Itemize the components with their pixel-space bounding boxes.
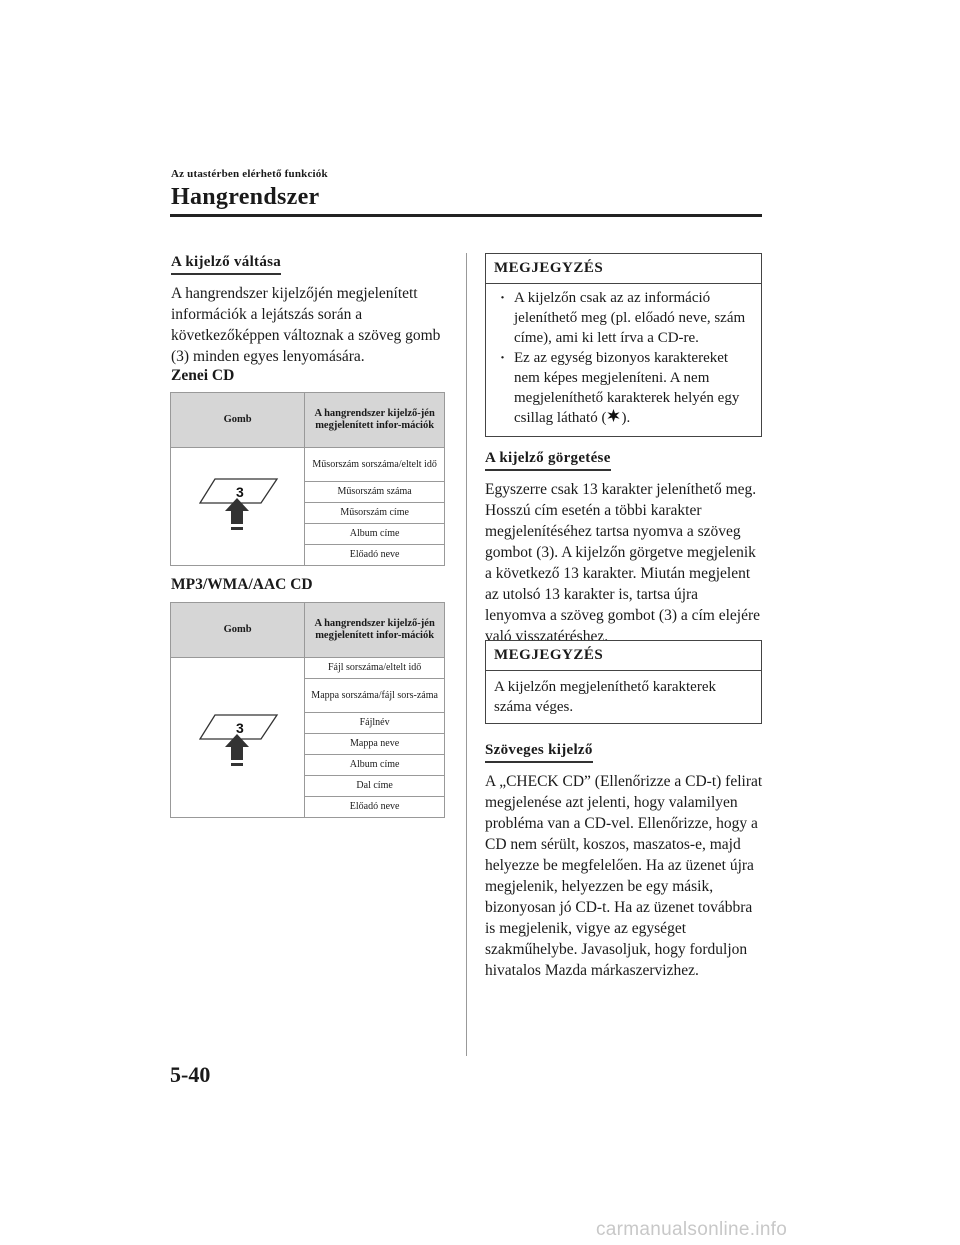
- breadcrumb: Az utastérben elérhető funkciók: [171, 168, 328, 180]
- list-item: Mappa neve: [305, 734, 445, 755]
- button-illustration-cell: [171, 448, 305, 566]
- note-bullet: [494, 348, 753, 428]
- text-button-3-icon: [199, 478, 279, 534]
- button-number: 3: [236, 484, 244, 500]
- subheading-music-cd: Zenei CD: [171, 367, 235, 384]
- list-item: Előadó neve: [305, 545, 445, 566]
- watermark: carmanualsonline.info: [596, 1219, 788, 1240]
- note-bullet: · A kijelzőn csak az az információ jeleníthető meg (pl. előadó neve, szám címe), ami ki lett írva a CD-re.: [494, 288, 753, 348]
- note-box-2: [485, 640, 762, 724]
- list-item: Mappa sorszáma/fájl sors-záma: [305, 679, 445, 713]
- chapter-title: Hangrendszer: [171, 184, 320, 210]
- note-title: MEGJEGYZÉS: [486, 641, 761, 671]
- chapter-rule: [170, 214, 762, 217]
- list-item: Műsorszám sorszáma/eltelt idő: [305, 448, 445, 482]
- list-item: Album címe: [305, 755, 445, 776]
- subheading-mp3-cd: MP3/WMA/AAC CD: [171, 576, 313, 593]
- section-heading-scroll: A kijelző görgetése: [485, 450, 611, 471]
- text-display-heading-wrap: [485, 741, 593, 763]
- scroll-paragraph: Egyszerre csak 13 karakter jeleníthető meg. Hosszú cím esetén a többi karakter megjelenítéséhez tartsa nyomva a szöveg gombot (3). A kijelzőn görgetve megjelenik a következő 13 karakter. Miután megjelent az utolsó 13 karakter is, tartsa újra lenyomva a szöveg gombot (3) a cím elejére való visszatéréshez.: [485, 481, 761, 645]
- table-music-cd: [170, 392, 445, 566]
- button-illustration-cell: [171, 658, 305, 818]
- button-number: 3: [236, 720, 244, 736]
- list-item: Műsorszám címe: [305, 503, 445, 524]
- list-item: Fájlnév: [305, 713, 445, 734]
- table-header-info: A hangrendszer kijelző-jén megjelenített infor-mációk: [305, 393, 445, 448]
- table-header-button: Gomb: [171, 603, 305, 658]
- list-item: Album címe: [305, 524, 445, 545]
- list-item: Fájl sorszáma/eltelt idő: [305, 658, 445, 679]
- list-item: Dal címe: [305, 776, 445, 797]
- intro-paragraph: A hangrendszer kijelzőjén megjelenített információk a lejátszás során a következőképpen változnak a szöveg gomb (3) minden egyes lenyomására.: [171, 285, 441, 365]
- left-heading-wrap: [171, 253, 281, 275]
- section-heading-display-switch: A kijelző váltása: [171, 254, 281, 275]
- table-mp3-cd: [170, 602, 445, 818]
- asterisk-star-icon: [606, 408, 621, 423]
- note-body: A kijelzőn megjeleníthető karakterek száma véges.: [494, 679, 716, 715]
- note-bullet-end: ).: [621, 410, 631, 426]
- note-title: MEGJEGYZÉS: [486, 254, 761, 284]
- text-button-3-icon: [199, 714, 279, 770]
- table-header-button: Gomb: [171, 393, 305, 448]
- note-bullet-text: Ez az egység bizonyos karaktereket nem képes megjeleníteni. A nem megjeleníthető karakterek helyén egy csillag látható (: [514, 350, 740, 426]
- note-box-1: [485, 253, 762, 437]
- list-item: Előadó neve: [305, 797, 445, 818]
- text-display-paragraph: A „CHECK CD” (Ellenőrizze a CD-t) felirat megjelenése azt jelenti, hogy valamilyen probléma van a CD-vel. Ellenőrizze, hogy a CD nem sérült, koszos, maszatos-e, majd helyezze be megfelelően. Ha az üzenet újra megjelenik, helyezzen be egy másik, bizonyosan jó CD-t. Ha az üzenet továbbra is megjelenik, vigye az egységet szakműhelybe. Javasoljuk, hogy forduljon hivatalos Mazda márkaszervizhez.: [485, 773, 763, 979]
- page-number: 5-40: [170, 1062, 211, 1087]
- table-header-info: A hangrendszer kijelző-jén megjelenített infor-mációk: [305, 603, 445, 658]
- section-heading-text-display: Szöveges kijelző: [485, 742, 593, 763]
- note-body: [486, 284, 761, 436]
- column-divider: [466, 253, 467, 1056]
- list-item: Műsorszám száma: [305, 482, 445, 503]
- scroll-heading-wrap: [485, 449, 611, 471]
